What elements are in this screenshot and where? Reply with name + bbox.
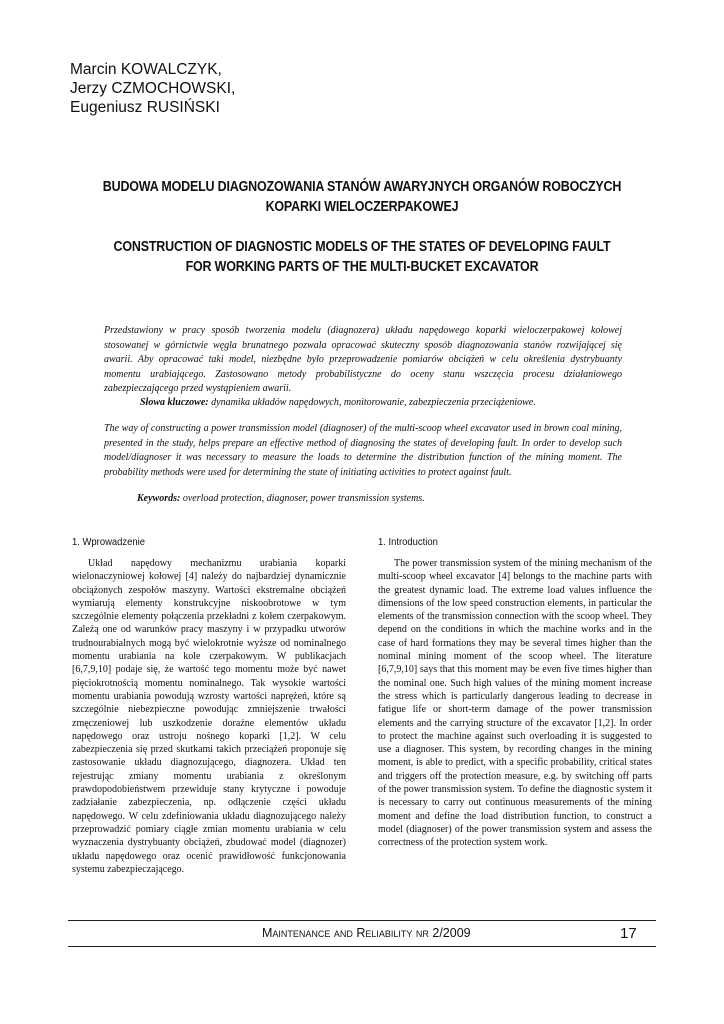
keywords-text: dynamika układów napędowych, monitorowanie, zabezpieczenia przeciążeniowe. [211,397,536,408]
journal-name: Maintenance and Reliability nr 2/2009 [262,926,471,940]
section-heading: 1. Introduction [378,536,438,548]
column-polish [72,535,346,876]
page-number: 17 [620,925,637,942]
abstract-polish: Przedstawiony w pracy sposób tworzenia modelu (diagnozera) układu napędowego koparki wieloczerpakowej kołowej stosowanej w górnictwie węgla brunatnego pozwala opracować skuteczny sposób diagnozowania stanów rozwijającej się awarii. Aby opracować taki model, niezbędne było przeprowadzenie pomiarów obciążeń w celu określenia dystrybuanty momentu urabiającego. Zastosowano metody probabilistyczne do oceny stanu wszczęcia procesu działaniowego zabezpieczającego przed wystąpieniem awarii. [104,325,622,395]
footer-rule [68,920,656,921]
title-polish: BUDOWA MODELU DIAGNOZOWANIA STANÓW AWARYJNYCH ORGANÓW ROBOCZYCH KOPARKI WIELOCZERPAKOWEJ [102,179,622,215]
footer-rule [68,946,656,947]
author-name: Marcin KOWALCZYK, [70,61,222,78]
column-english [378,535,652,850]
keywords-label: Słowa kluczowe: [140,397,209,408]
section-text: The power transmission system of the mining mechanism of the multi-scoop wheel excavator [4] belongs to the machine parts with the greatest dynamic load. The extreme load values influence the dimensions of the low speed construction elements, in particular the elements of the transmission connection with the scoop wheel. They depend on the conditions in which the machine works and in the case of hard formations they may be several times higher than the nominal mining moment of the scoop wheel. The literature [6,7,9,10] says that this moment may be even five times higher than the nominal one. Such high values of the mining moment increase the stress which is particularly dangerous leading to decrease in fatigue life or short-term damage of the power transmission elements and the carrying structure of the excavator [1,2]. In order to protect the machine against such overloading it is suggested to use a diagnoser. This system, by recording changes in the mining moment, is able to predict, with a specific probability, critical states and triggers off the protection measure, e.g. by switching off parts of the power transmission system. To define the diagnostic system it is necessary to carry out continuous measurements of the mining moment and define the load distribution function, to construct a model (diagnoser) of the power transmission system and assess the correctness of the protection system work. [378,558,652,849]
section-heading: 1. Wprowadzenie [72,536,146,548]
keywords-polish [140,396,536,410]
keywords-english [137,492,425,506]
author-name: Jerzy CZMOCHOWSKI, [70,80,236,97]
section-text: Układ napędowy mechanizmu urabiania koparki wielonaczyniowej kołowej [4] należy do najbardziej dynamicznie obciążonych zespołów maszyny. Wartości ekstremalne obciążeń wymiarują elementy konstrukcyjne niskoobrotowe w tym szczególnie elementy połączenia przekładni z kołem czerpakowym. Zależą one od warunków pracy maszyny i w przypadku utworów trudnourabialnych mogą być wielokrotnie wyższe od nominalnego momentu urabiania na kole czerpakowym. W publikacjach [6,7,9,10] podaje się, że wartość tego momentu może być nawet pięciokrotnością momentu nominalnego. Tak wysokie wartości momentu urabiania powodują wzrosty wartości naprężeń, które są szczególnie niebezpieczne powodując zmniejszenie trwałości zmęczeniowej lub uszkodzenie doraźne elementów układu napędowego oraz ustroju nośnego koparki [1,2]. W celu zabezpieczenia się przed skutkami takich przeciążeń proponuje się zastosowanie układu diagnozującego, diagnozera. Układ ten rejestrując zmiany momentu urabiania z określonym prawdopodobieństwem przewiduje stany krytyczne i powoduje zadziałanie zabezpieczenia, np. odłączenie części układu napędowego. W celu zdefiniowania układu diagnozującego należy przeprowadzić pomiary ciągłe zmian momentu urabiania w celu wyznaczenia dystrybuanty obciążeń, zbudować model (diagnozer) układu napędowego oraz ocenić prawidłowość funkcjonowania systemu zabezpieczającego. [72,558,346,875]
authors [70,60,235,117]
keywords-text: overload protection, diagnoser, power transmission systems. [182,493,425,504]
title-english: CONSTRUCTION OF DIAGNOSTIC MODELS OF THE STATES OF DEVELOPING FAULT FOR WORKING PARTS OF THE MULTI-BUCKET EXCAVATOR [113,239,611,275]
author-name: Eugeniusz RUSIŃSKI [70,99,220,116]
abstract-english: The way of constructing a power transmission model (diagnoser) of the multi-scoop wheel excavator used in brown coal mining, presented in the study, helps prepare an effective method of diagnosing the states of developing fault. In order to develop such model/diagnoser it was necessary to measure the loads to determine the distribution function of the mining moment. The probability methods were used for determining the state of initiating activities to protect against fault. [104,423,622,478]
keywords-label: Keywords: [137,493,181,504]
